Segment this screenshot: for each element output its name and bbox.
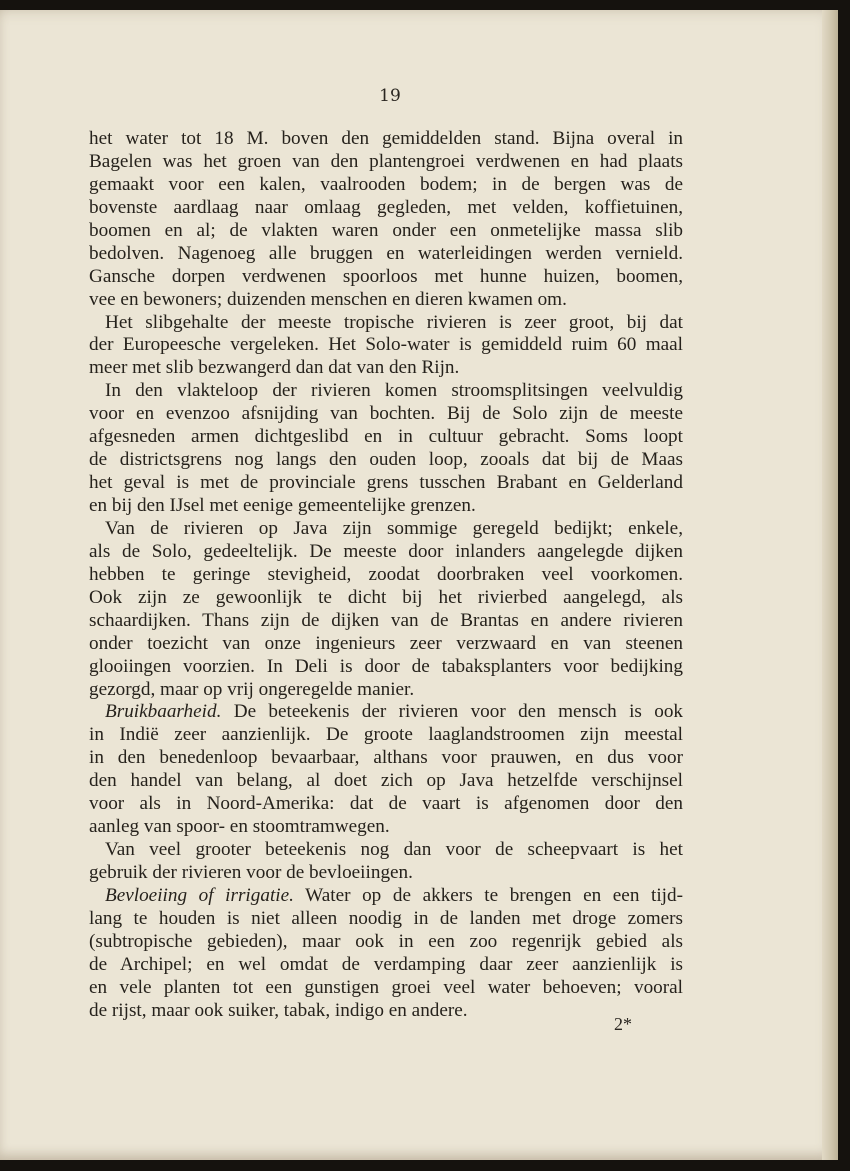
text-line: het geval is met de provinciale grens tusschen Brabant en Gelderland <box>89 472 683 494</box>
text-line-body: De beteekenis der rivieren voor den mensch is ook <box>233 701 684 723</box>
text-line: voor als in Noord-Amerika: dat de vaart is afgenomen door den <box>89 793 683 815</box>
text-line <box>89 701 683 724</box>
text-line: en vele planten tot een gunstigen groei veel water behoeven; vooral <box>89 976 683 998</box>
text-line <box>89 885 683 908</box>
text-line: voor en evenzoo afsnijding van bochten. Bij de Solo zijn de meeste <box>89 403 683 425</box>
italic-heading: Bevloeiing of irrigatie. <box>105 884 294 906</box>
page-number: 19 <box>379 86 401 106</box>
text-line: den handel van belang, al doet zich op Java hetzelfde verschijnsel <box>89 770 683 792</box>
text-line: Van veel grooter beteekenis nog dan voor de scheepvaart is het <box>105 839 683 861</box>
body-text <box>89 128 683 1023</box>
text-line: als de Solo, gedeeltelijk. De meeste door inlanders aangelegde dijken <box>89 540 683 562</box>
text-line: glooiingen voorzien. In Deli is door de tabaksplanters voor bedijking <box>89 655 683 677</box>
text-line: Gansche dorpen verdwenen spoorloos met hunne huizen, boomen, <box>89 265 683 287</box>
text-line-body: Water op de akkers te brengen en een tijd- <box>305 884 683 906</box>
text-line: in den benedenloop bevaarbaar, althans voor prauwen, en dus voor <box>89 747 683 769</box>
text-line: de districtsgrens nog langs den ouden loop, zooals dat bij de Maas <box>89 449 683 471</box>
text-line: in Indië zeer aanzienlijk. De groote laaglandstroomen zijn meestal <box>89 724 683 746</box>
text-line: gemaakt voor een kalen, vaalrooden bodem; in de bergen was de <box>89 173 683 195</box>
text-line: lang te houden is niet alleen noodig in de landen met droge zomers <box>89 907 683 929</box>
text-line: In den vlakteloop der rivieren komen stroomsplitsingen veelvuldig <box>105 380 683 402</box>
text-line: schaardijken. Thans zijn de dijken van de Brantas en andere rivieren <box>89 609 683 631</box>
text-line: (subtropische gebieden), maar ook in een zoo regenrijk gebied als <box>89 930 683 952</box>
page-edge <box>822 10 838 1160</box>
text-line: bedolven. Nagenoeg alle bruggen en waterleidingen werden vernield. <box>89 242 683 264</box>
text-line: en bij den IJsel met eenige gemeentelijke grenzen. <box>89 495 476 516</box>
text-line: afgesneden armen dichtgeslibd en in cultuur gebracht. Soms loopt <box>89 426 683 448</box>
text-line: de Archipel; en wel omdat de verdamping daar zeer aanzienlijk is <box>89 953 683 975</box>
text-line: aanleg van spoor- en stoomtramwegen. <box>89 816 390 838</box>
text-line: hebben te geringe stevigheid, zoodat doorbraken veel voorkomen. <box>89 563 683 585</box>
text-line: gebruik der rivieren voor de bevloeiingen. <box>89 862 413 883</box>
text-line: Het slibgehalte der meeste tropische rivieren is zeer groot, bij dat <box>105 311 683 333</box>
text-line: vee en bewoners; duizenden menschen en dieren kwamen om. <box>89 288 567 310</box>
text-line: gezorgd, maar op vrij ongeregelde manier. <box>89 678 415 700</box>
signature-mark: 2* <box>614 1014 632 1034</box>
text-line: Van de rivieren op Java zijn sommige geregeld bedijkt; enkele, <box>105 517 683 539</box>
text-line: der Europeesche vergeleken. Het Solo-water is gemiddeld ruim 60 maal <box>89 334 683 356</box>
text-line: onder toezicht van onze ingenieurs zeer verzwaard en van steenen <box>89 632 683 654</box>
text-line: de rijst, maar ook suiker, tabak, indigo en andere. <box>89 999 468 1021</box>
text-line: boomen en al; de vlakten waren onder een onmetelijke massa slib <box>89 219 683 241</box>
text-line: bovenste aardlaag naar omlaag gegleden, met velden, koffietuinen, <box>89 196 683 218</box>
text-line: het water tot 18 M. boven den gemiddelden stand. Bijna overal in <box>89 128 683 149</box>
text-line: Bagelen was het groen van den plantengroei verdwenen en had plaats <box>89 150 683 172</box>
text-line: meer met slib bezwangerd dan dat van den Rijn. <box>89 357 460 379</box>
text-line: Ook zijn ze gewoonlijk te dicht bij het rivierbed aangelegd, als <box>89 586 683 608</box>
italic-heading: Bruikbaarheid. <box>105 701 222 723</box>
